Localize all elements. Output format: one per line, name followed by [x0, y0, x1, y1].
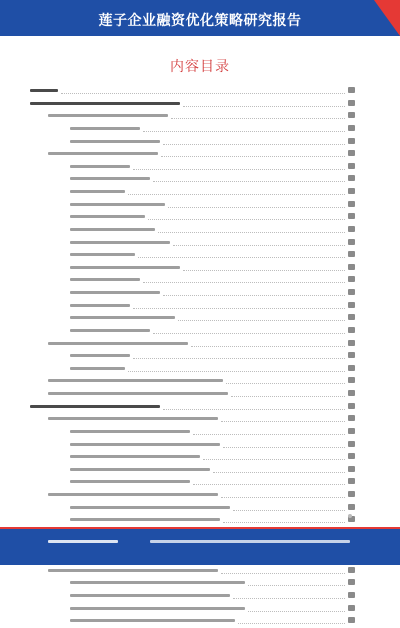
toc-entry-text	[70, 203, 165, 206]
toc-entry[interactable]	[30, 615, 355, 625]
toc-page-number	[348, 365, 355, 371]
toc-page-number	[348, 87, 355, 93]
toc-entry[interactable]	[30, 148, 355, 158]
toc-leader-dots	[143, 131, 345, 132]
toc-page-number	[348, 403, 355, 409]
toc-entry-text	[70, 506, 230, 509]
toc-page-number	[348, 504, 355, 510]
toc-entry-text	[70, 354, 130, 357]
toc-entry-text	[70, 581, 245, 584]
toc-entry[interactable]	[30, 603, 355, 613]
toc-page-number	[348, 213, 355, 219]
toc-entry[interactable]	[30, 590, 355, 600]
toc-entry[interactable]	[30, 325, 355, 335]
toc-leader-dots	[148, 219, 345, 220]
toc-entry[interactable]	[30, 98, 355, 108]
toc-entry[interactable]	[30, 85, 355, 95]
toc-leader-dots	[221, 497, 345, 498]
toc-entry-text	[48, 417, 218, 420]
toc-page-number	[348, 188, 355, 194]
toc-entry-text	[70, 127, 140, 130]
toc-entry[interactable]	[30, 110, 355, 120]
toc-page-number	[348, 276, 355, 282]
toc-entry-text	[70, 165, 130, 168]
footer-services-text	[150, 540, 350, 543]
toc-entry[interactable]	[30, 439, 355, 449]
toc-entry-text	[48, 152, 158, 155]
toc-leader-dots	[183, 270, 345, 271]
toc-leader-dots	[173, 245, 345, 246]
toc-page-number	[348, 567, 355, 573]
toc-entry[interactable]	[30, 363, 355, 373]
toc-leader-dots	[248, 611, 345, 612]
toc-leader-dots	[193, 484, 345, 485]
toc-entry[interactable]	[30, 338, 355, 348]
toc-page-number	[348, 125, 355, 131]
toc-leader-dots	[226, 383, 345, 384]
toc-page-number	[348, 415, 355, 421]
toc-page-number	[348, 478, 355, 484]
toc-entry-text	[48, 493, 218, 496]
toc-page-number	[348, 352, 355, 358]
toc-leader-dots	[203, 459, 345, 460]
toc-leader-dots	[133, 169, 345, 170]
toc-entry-text	[70, 619, 235, 622]
toc-leader-dots	[183, 106, 345, 107]
toc-page-number	[348, 239, 355, 245]
toc-entry[interactable]	[30, 464, 355, 474]
toc-entry[interactable]	[30, 388, 355, 398]
toc-entry-text	[70, 140, 160, 143]
toc-entry[interactable]	[30, 565, 355, 575]
toc-entry[interactable]	[30, 123, 355, 133]
toc-entry[interactable]	[30, 161, 355, 171]
toc-leader-dots	[153, 333, 345, 334]
toc-entry-text	[70, 177, 150, 180]
toc-entry[interactable]	[30, 451, 355, 461]
toc-leader-dots	[171, 118, 345, 119]
toc-page-number	[348, 251, 355, 257]
toc-entry[interactable]	[30, 401, 355, 411]
toc-entry-text	[70, 455, 200, 458]
toc-leader-dots	[193, 434, 345, 435]
toc-entry[interactable]	[30, 262, 355, 272]
toc-entry-text	[70, 266, 180, 269]
toc-leader-dots	[163, 295, 345, 296]
toc-leader-dots	[161, 156, 345, 157]
toc-page-number	[348, 302, 355, 308]
toc-entry-text	[70, 607, 245, 610]
toc-page-number	[348, 226, 355, 232]
toc-entry-text	[70, 304, 130, 307]
toc-entry[interactable]	[30, 211, 355, 221]
toc-entry[interactable]	[30, 502, 355, 512]
toc-entry-text	[48, 392, 228, 395]
toc-page-number	[348, 390, 355, 396]
toc-entry-text	[48, 569, 218, 572]
toc-leader-dots	[223, 522, 345, 523]
page-footer	[0, 529, 400, 565]
toc-leader-dots	[133, 308, 345, 309]
toc-page-number	[348, 453, 355, 459]
toc-entry[interactable]	[30, 199, 355, 209]
page-header	[0, 0, 400, 36]
toc-entry-text	[48, 114, 168, 117]
toc-entry[interactable]	[30, 300, 355, 310]
toc-entry[interactable]	[30, 224, 355, 234]
toc-entry[interactable]	[30, 274, 355, 284]
toc-leader-dots	[168, 207, 345, 208]
toc-page-number	[348, 428, 355, 434]
toc-leader-dots	[191, 346, 345, 347]
toc-heading: 内容目录	[170, 59, 230, 75]
toc-entry-text	[70, 329, 150, 332]
toc-leader-dots	[138, 257, 345, 258]
toc-entry-text	[48, 342, 188, 345]
toc-entry[interactable]	[30, 173, 355, 183]
toc-leader-dots	[238, 623, 345, 624]
toc-entry[interactable]	[30, 186, 355, 196]
toc-entry-text	[70, 367, 125, 370]
toc-entry-text	[70, 278, 140, 281]
toc-page-number	[348, 340, 355, 346]
toc-entry[interactable]	[30, 237, 355, 247]
toc-page-number	[348, 112, 355, 118]
toc-entry-text	[30, 102, 180, 105]
toc-leader-dots	[178, 320, 345, 321]
report-title: 莲子企业融资优化策略研究报告	[98, 13, 302, 29]
toc-entry[interactable]	[30, 287, 355, 297]
toc-entry[interactable]	[30, 426, 355, 436]
toc-page-number	[348, 100, 355, 106]
toc-leader-dots	[231, 396, 345, 397]
toc-entry-text	[70, 594, 230, 597]
toc-page-number	[348, 441, 355, 447]
toc-entry[interactable]	[30, 375, 355, 385]
toc-page-number	[348, 491, 355, 497]
toc-page-number	[348, 377, 355, 383]
toc-entry-text	[70, 468, 210, 471]
toc-entry[interactable]	[30, 249, 355, 259]
toc-leader-dots	[153, 181, 345, 182]
toc-leader-dots	[163, 144, 345, 145]
toc-leader-dots	[233, 510, 345, 511]
toc-page-number	[348, 163, 355, 169]
toc-leader-dots	[133, 358, 345, 359]
toc-page-number	[348, 264, 355, 270]
toc-page-number	[348, 579, 355, 585]
toc-entry[interactable]	[30, 514, 355, 524]
toc-page-number	[348, 175, 355, 181]
toc-leader-dots	[128, 371, 345, 372]
toc-leader-dots	[223, 447, 345, 448]
toc-leader-dots	[221, 421, 345, 422]
toc-entry[interactable]	[30, 136, 355, 146]
toc-entry-text	[30, 405, 160, 408]
toc-entry-text	[70, 291, 160, 294]
toc-leader-dots	[158, 232, 345, 233]
toc-page-number	[348, 327, 355, 333]
toc-leader-dots	[61, 93, 345, 94]
toc-page-number	[348, 138, 355, 144]
toc-entry[interactable]	[30, 476, 355, 486]
toc-leader-dots	[233, 598, 345, 599]
toc-entry[interactable]	[30, 312, 355, 322]
footer-slogan-text	[48, 540, 118, 543]
toc-page-number	[348, 289, 355, 295]
toc-page-number	[348, 617, 355, 623]
toc-entry-text	[70, 228, 155, 231]
toc-entry-text	[30, 89, 58, 92]
toc-entry[interactable]	[30, 489, 355, 499]
toc-leader-dots	[163, 409, 345, 410]
toc-entry-text	[48, 379, 223, 382]
toc-entry-text	[70, 316, 175, 319]
toc-entry[interactable]	[30, 413, 355, 423]
toc-leader-dots	[213, 472, 345, 473]
toc-entry[interactable]	[30, 577, 355, 587]
toc-entry-text	[70, 253, 135, 256]
toc-entry-text	[70, 241, 170, 244]
header-accent-shape	[374, 0, 400, 36]
toc-leader-dots	[248, 585, 345, 586]
toc-leader-dots	[128, 194, 345, 195]
toc-page-number	[348, 201, 355, 207]
toc-entry-text	[70, 518, 220, 521]
toc-leader-dots	[143, 282, 345, 283]
toc-entry-text	[70, 215, 145, 218]
toc-page-number	[348, 150, 355, 156]
toc-entry-text	[70, 480, 190, 483]
toc-page-number	[348, 466, 355, 472]
toc-page-number	[348, 314, 355, 320]
toc-entry[interactable]	[30, 350, 355, 360]
toc-entry-text	[70, 443, 220, 446]
toc-leader-dots	[221, 573, 345, 574]
toc-entry-text	[70, 190, 125, 193]
page-number-mark	[348, 514, 352, 518]
toc-entry-text	[70, 430, 190, 433]
toc-page-number	[348, 605, 355, 611]
toc-page-number	[348, 592, 355, 598]
